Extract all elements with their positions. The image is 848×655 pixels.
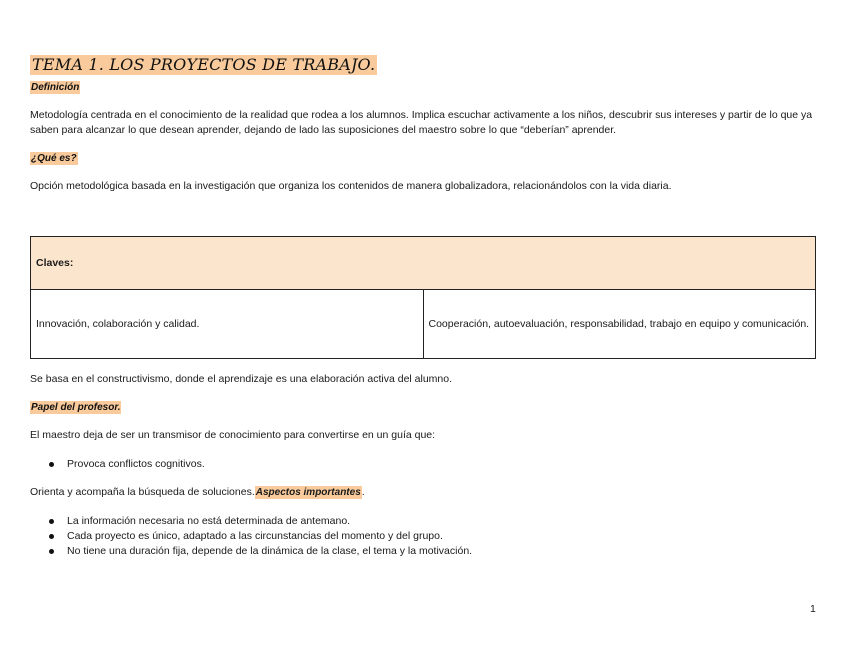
aspectos-list xyxy=(46,514,472,559)
aspectos-importantes-heading: Aspectos importantes xyxy=(255,487,361,498)
definicion-text: Metodología centrada en el conocimiento de la realidad que rodea a los alumnos. Implica escuchar activamente a los niños, descubrir sus intereses y partir de lo que ya saben para alcanzar lo que desean aprender, dejando de lado las suposiciones del maestro sobre lo que “deberían” aprender. xyxy=(30,109,813,136)
claves-table xyxy=(30,236,816,359)
orienta-text: Orienta y acompaña la búsqueda de soluciones. xyxy=(30,486,255,498)
papel-profesor-list xyxy=(46,457,205,472)
list-item: Cada proyecto es único, adaptado a las circunstancias del momento y del grupo. xyxy=(46,529,472,544)
document-title: TEMA 1. LOS PROYECTOS DE TRABAJO. xyxy=(32,55,376,74)
constructivismo-text: Se basa en el constructivismo, donde el aprendizaje es una elaboración activa del alumno. xyxy=(30,373,453,385)
list-item: No tiene una duración fija, depende de la dinámica de la clase, el tema y la motivación. xyxy=(46,544,472,559)
claves-cell-left: Innovación, colaboración y calidad. xyxy=(31,290,424,359)
aspectos-suffix: . xyxy=(361,486,365,498)
claves-cell-right: Cooperación, autoevaluación, responsabilidad, trabajo en equipo y comunicación. xyxy=(423,290,816,359)
list-item: Provoca conflictos cognitivos. xyxy=(46,457,205,472)
que-es-text: Opción metodológica basada en la investigación que organiza los contenidos de manera globalizadora, relacionándolos con la vida diaria. xyxy=(30,180,672,192)
page-number: 1 xyxy=(810,603,816,615)
claves-table-header: Claves: xyxy=(31,237,816,290)
list-item: La información necesaria no está determinada de antemano. xyxy=(46,514,472,529)
papel-profesor-heading: Papel del profesor. xyxy=(31,402,121,413)
papel-profesor-intro: El maestro deja de ser un transmisor de conocimiento para convertirse en un guía que: xyxy=(30,429,436,441)
definicion-heading: Definición xyxy=(31,82,80,93)
orienta-paragraph xyxy=(30,485,820,500)
que-es-heading: ¿Qué es? xyxy=(31,153,77,164)
